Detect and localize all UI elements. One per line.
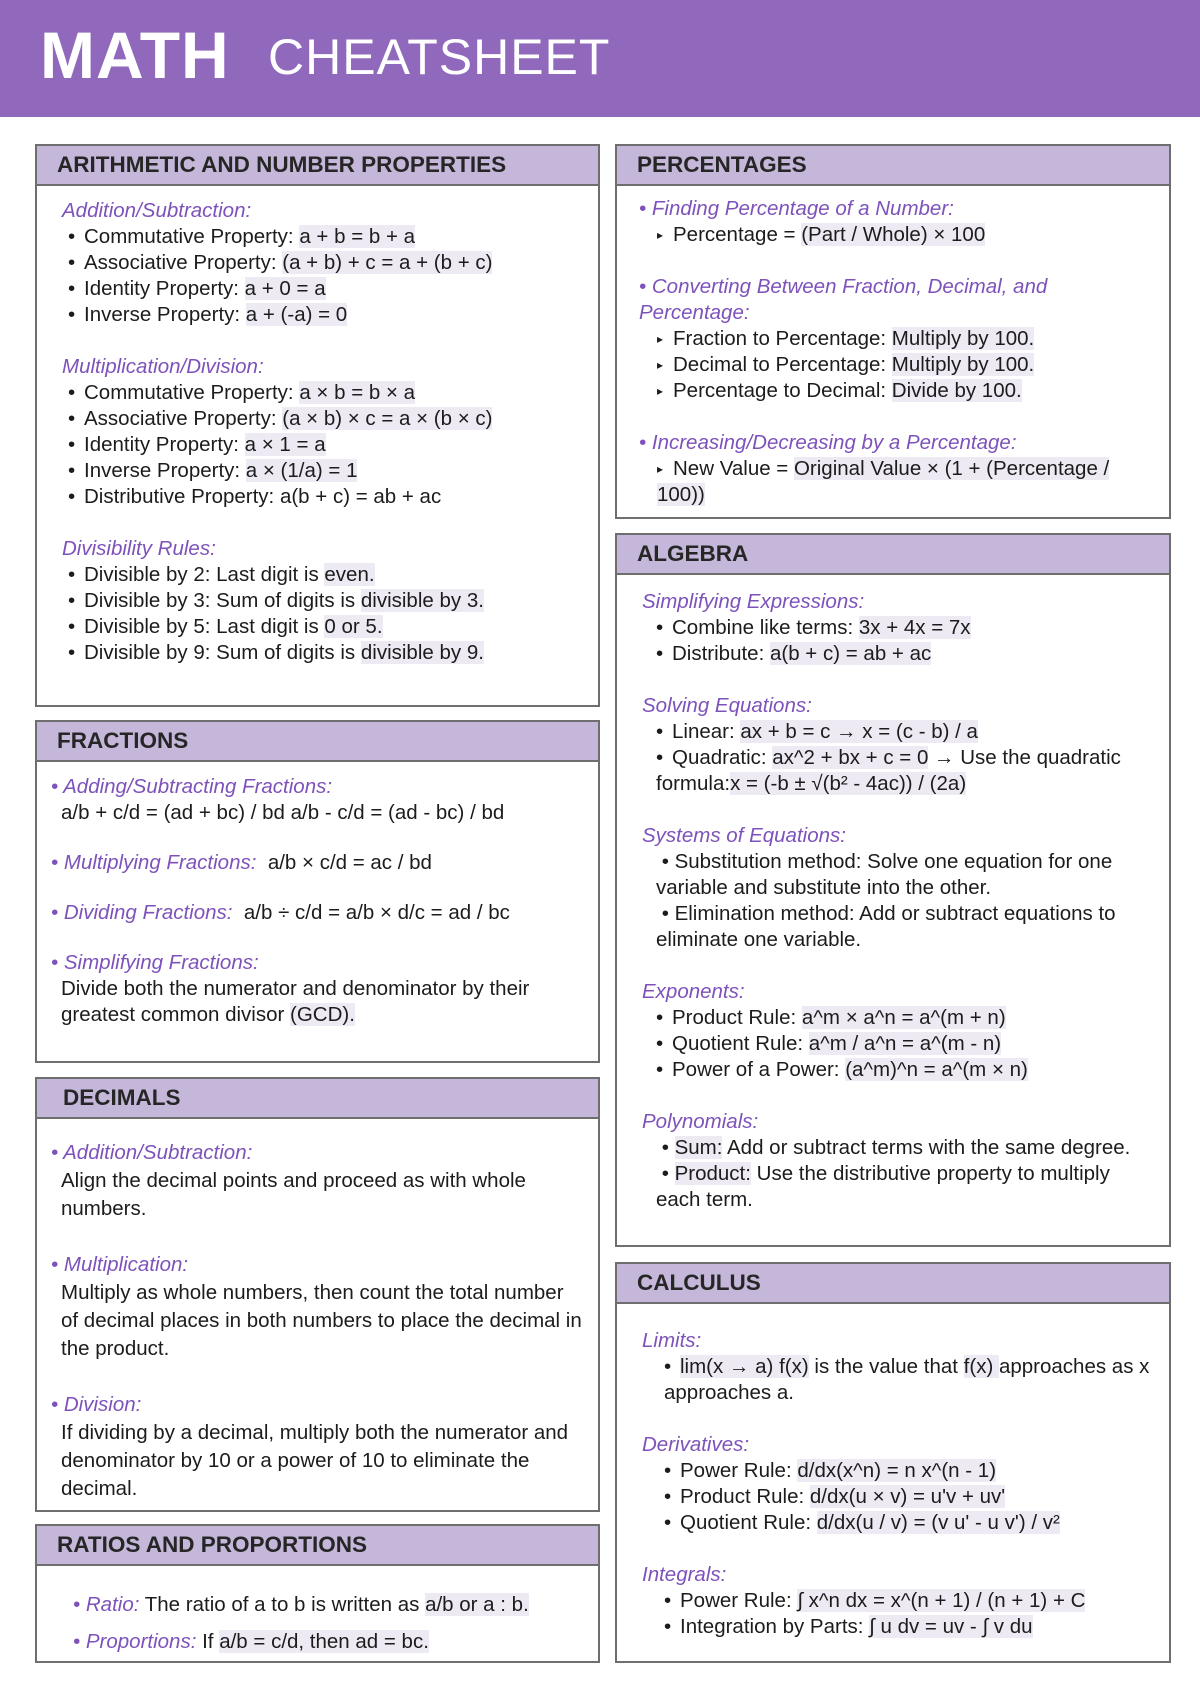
subheading-increasing: • Increasing/Decreasing by a Percentage: xyxy=(639,431,1017,454)
page-header xyxy=(0,0,1200,117)
list-item: • Divisible by 5: Last digit is 0 or 5. xyxy=(68,615,383,638)
list-item: • Inverse Property: a × (1/a) = 1 xyxy=(68,459,358,482)
section-arithmetic xyxy=(35,144,600,707)
subheading-converting: • Converting Between Fraction, Decimal, and Percentage: xyxy=(639,275,1048,324)
list-item: • lim(x → a) f(x) is the value that f(x) approaches as x approaches a. xyxy=(664,1355,1150,1404)
list-item: • Combine like terms: 3x + 4x = 7x xyxy=(656,616,971,639)
section-ratios xyxy=(35,1524,600,1663)
fraction-adding: • Adding/Subtracting Fractions: a/b + c/d = (ad + bc) / bd a/b - c/d = (ad - bc) / bd xyxy=(51,775,505,824)
list-item: • Identity Property: a + 0 = a xyxy=(68,277,326,300)
section-title: FRACTIONS xyxy=(37,722,598,762)
section-title: RATIOS AND PROPORTIONS xyxy=(37,1526,598,1566)
subheading-multiplication-division: Multiplication/Division: xyxy=(62,355,264,378)
list-item: • Sum: Add or subtract terms with the same degree. xyxy=(656,1136,1131,1159)
list-item: • Identity Property: a × 1 = a xyxy=(68,433,326,456)
section-algebra xyxy=(615,533,1171,1247)
list-item: • Power of a Power: (a^m)^n = a^(m × n) xyxy=(656,1058,1028,1081)
subheading-exponents: Exponents: xyxy=(642,980,745,1003)
section-title: ARITHMETIC AND NUMBER PROPERTIES xyxy=(37,146,598,186)
list-item: • Associative Property: (a × b) × c = a × (b × c) xyxy=(68,407,493,430)
list-item: • Product Rule: a^m × a^n = a^(m + n) xyxy=(656,1006,1006,1029)
list-item: • Quotient Rule: d/dx(u / v) = (v u' - u v') / v² xyxy=(664,1511,1060,1534)
list-item: ▸ Fraction to Percentage: Multiply by 100. xyxy=(657,327,1035,350)
title-light: CHEATSHEET xyxy=(268,29,611,85)
subheading-finding-percentage: • Finding Percentage of a Number: xyxy=(639,197,954,220)
list-item: • Quotient Rule: a^m / a^n = a^(m - n) xyxy=(656,1032,1002,1055)
list-item: • Divisible by 9: Sum of digits is divisible by 9. xyxy=(68,641,484,664)
list-item: • Divisible by 2: Last digit is even. xyxy=(68,563,375,586)
subheading-simplifying: Simplifying Expressions: xyxy=(642,590,865,613)
list-item: • Commutative Property: a × b = b × a xyxy=(68,381,416,404)
section-title: DECIMALS xyxy=(37,1079,598,1119)
list-item: ▸ New Value = Original Value × (1 + (Percentage / 100)) xyxy=(657,457,1110,506)
list-item: • Distribute: a(b + c) = ab + ac xyxy=(656,642,932,665)
section-calculus xyxy=(615,1262,1171,1663)
decimal-addition: • Addition/Subtraction: Align the decimal points and proceed as with whole numbers. xyxy=(51,1141,526,1220)
fraction-simplifying: • Simplifying Fractions: Divide both the numerator and denominator by their greatest common divisor (GCD). xyxy=(51,951,530,1026)
list-item: • Product: Use the distributive property to multiply each term. xyxy=(656,1162,1110,1211)
fraction-multiplying: • Multiplying Fractions: a/b × c/d = ac / bd xyxy=(51,851,432,874)
subheading-polynomials: Polynomials: xyxy=(642,1110,759,1133)
decimal-division: • Division: If dividing by a decimal, multiply both the numerator and denominator by 10 or a power of 10 to eliminate the decimal. xyxy=(51,1393,569,1500)
decimal-multiplication: • Multiplication: Multiply as whole numbers, then count the total number of decimal places in both numbers to place the decimal in the product. xyxy=(51,1253,582,1360)
list-item: • Power Rule: ∫ x^n dx = x^(n + 1) / (n + 1) + C xyxy=(664,1589,1086,1612)
list-item: ▸ Percentage = (Part / Whole) × 100 xyxy=(657,223,986,246)
subheading-addition-subtraction: Addition/Subtraction: xyxy=(62,199,252,222)
subheading-integrals: Integrals: xyxy=(642,1563,727,1586)
title-bold: MATH xyxy=(40,18,230,92)
list-item: • Distributive Property: a(b + c) = ab + ac xyxy=(68,485,442,508)
list-item: • Substitution method: Solve one equation for one variable and substitute into the other. xyxy=(656,850,1113,899)
list-item: ▸ Decimal to Percentage: Multiply by 100. xyxy=(657,353,1035,376)
list-item: • Quadratic: ax^2 + bx + c = 0 → Use the quadratic formula:x = (-b ± √(b² - 4ac)) / (2a) xyxy=(656,746,1121,795)
list-item: ▸ Percentage to Decimal: Divide by 100. xyxy=(657,379,1022,402)
list-item: • Elimination method: Add or subtract equations to eliminate one variable. xyxy=(656,902,1116,951)
section-title: PERCENTAGES xyxy=(617,146,1169,186)
section-title: CALCULUS xyxy=(617,1264,1169,1304)
list-item: • Divisible by 3: Sum of digits is divisible by 3. xyxy=(68,589,484,612)
section-decimals xyxy=(35,1077,600,1512)
list-item: • Power Rule: d/dx(x^n) = n x^(n - 1) xyxy=(664,1459,997,1482)
subheading-divisibility-rules: Divisibility Rules: xyxy=(62,537,216,560)
section-title: ALGEBRA xyxy=(617,535,1169,575)
subheading-systems: Systems of Equations: xyxy=(642,824,846,847)
list-item: • Product Rule: d/dx(u × v) = u'v + uv' xyxy=(664,1485,1006,1508)
subheading-solving: Solving Equations: xyxy=(642,694,812,717)
list-item: • Inverse Property: a + (-a) = 0 xyxy=(68,303,348,326)
list-item: • Integration by Parts: ∫ u dv = uv - ∫ v du xyxy=(664,1615,1033,1638)
list-item: • Commutative Property: a + b = b + a xyxy=(68,225,416,248)
list-item: • Associative Property: (a + b) + c = a + (b + c) xyxy=(68,251,493,274)
proportion-item: • Proportions: If a/b = c/d, then ad = bc. xyxy=(73,1630,429,1653)
section-fractions xyxy=(35,720,600,1063)
section-percentages xyxy=(615,144,1171,519)
ratio-item: • Ratio: The ratio of a to b is written as a/b or a : b. xyxy=(73,1593,529,1616)
list-item: • Linear: ax + b = c → x = (c - b) / a xyxy=(656,720,978,743)
subheading-limits: Limits: xyxy=(642,1329,702,1352)
fraction-dividing: • Dividing Fractions: a/b ÷ c/d = a/b × d/c = ad / bc xyxy=(51,901,510,924)
subheading-derivatives: Derivatives: xyxy=(642,1433,750,1456)
